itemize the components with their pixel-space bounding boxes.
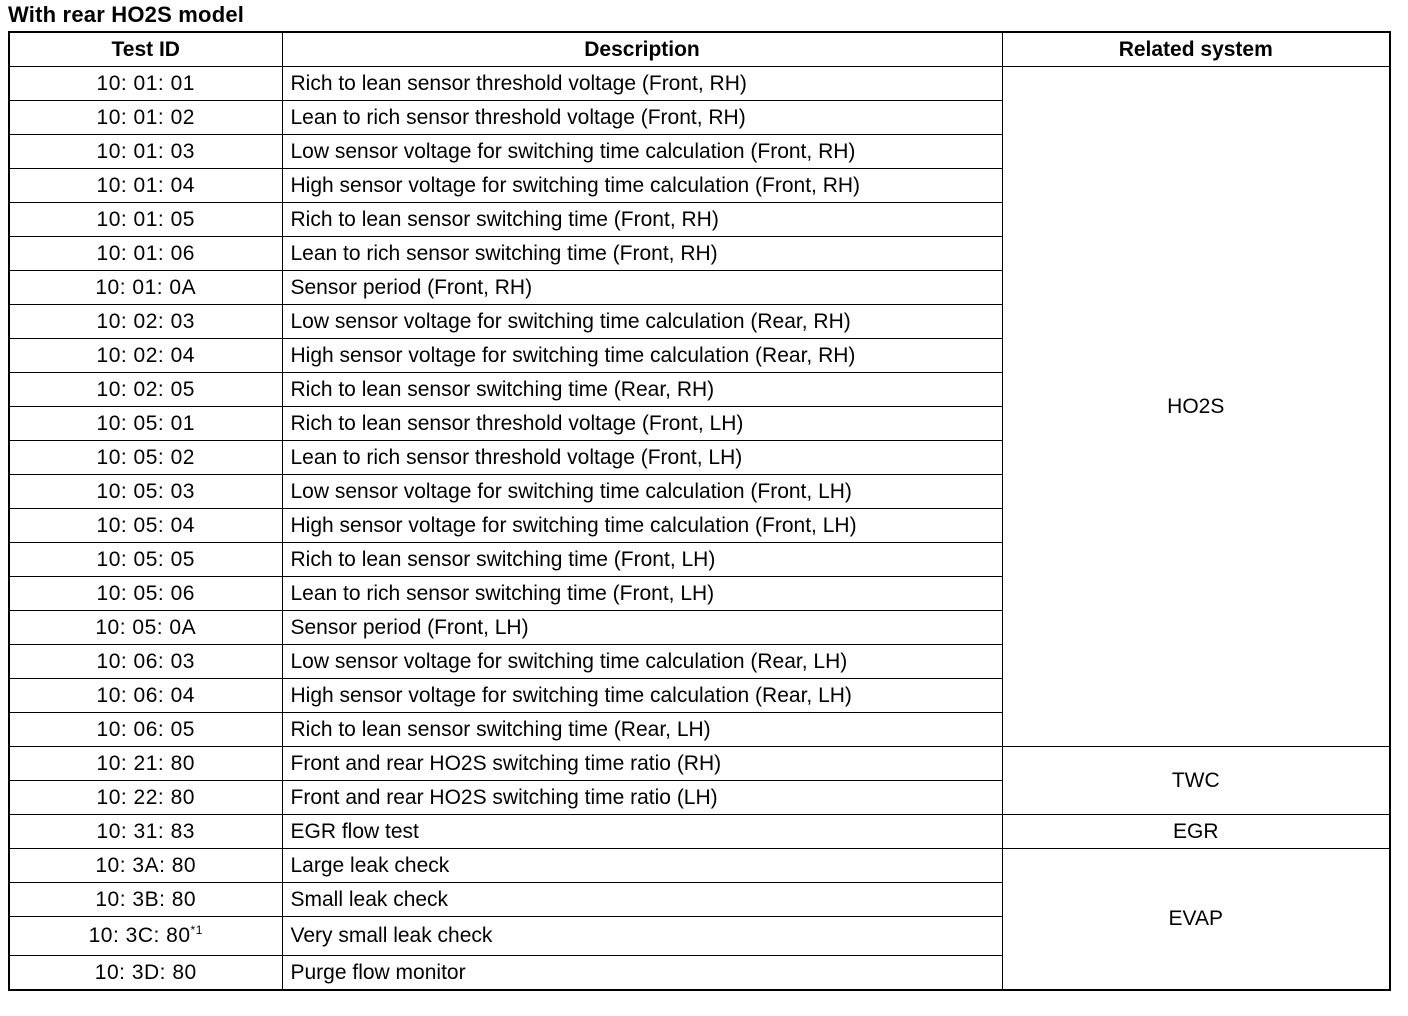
table-row [9, 815, 1390, 849]
description-cell: EGR flow test [282, 815, 1002, 849]
test-id-cell: 10: 01: 0A [9, 271, 282, 305]
related-system-ho2s: HO2S [1002, 67, 1390, 747]
description-cell: Rich to lean sensor threshold voltage (Front, LH) [282, 407, 1002, 441]
table-row [9, 849, 1390, 883]
test-id-cell: 10: 05: 01 [9, 407, 282, 441]
description-cell: Lean to rich sensor switching time (Front, LH) [282, 577, 1002, 611]
test-id-table [8, 31, 1391, 991]
description-cell: Low sensor voltage for switching time calculation (Front, LH) [282, 475, 1002, 509]
header-test-id: Test ID [9, 32, 282, 67]
description-cell: Very small leak check [282, 917, 1002, 956]
test-id-cell: 10: 01: 01 [9, 67, 282, 101]
test-id-cell: 10: 31: 83 [9, 815, 282, 849]
description-cell: High sensor voltage for switching time calculation (Front, RH) [282, 169, 1002, 203]
test-id-cell: 10: 02: 04 [9, 339, 282, 373]
test-id-cell: 10: 06: 05 [9, 713, 282, 747]
description-cell: Rich to lean sensor switching time (Rear, RH) [282, 373, 1002, 407]
description-cell: Sensor period (Front, RH) [282, 271, 1002, 305]
test-id-cell: 10: 01: 06 [9, 237, 282, 271]
description-cell: Low sensor voltage for switching time calculation (Front, RH) [282, 135, 1002, 169]
table-row [9, 67, 1390, 101]
test-id-cell: 10: 01: 03 [9, 135, 282, 169]
page-title: With rear HO2S model [8, 2, 245, 27]
description-cell: Front and rear HO2S switching time ratio (LH) [282, 781, 1002, 815]
description-cell: High sensor voltage for switching time calculation (Rear, LH) [282, 679, 1002, 713]
description-cell: Lean to rich sensor threshold voltage (Front, LH) [282, 441, 1002, 475]
related-system-twc: TWC [1002, 747, 1390, 815]
description-cell: Rich to lean sensor switching time (Front, LH) [282, 543, 1002, 577]
test-id-cell: 10: 01: 02 [9, 101, 282, 135]
test-id-cell: 10: 01: 04 [9, 169, 282, 203]
description-cell: Lean to rich sensor switching time (Front, RH) [282, 237, 1002, 271]
description-cell: High sensor voltage for switching time calculation (Rear, RH) [282, 339, 1002, 373]
test-id-cell: 10: 05: 06 [9, 577, 282, 611]
description-cell: Small leak check [282, 883, 1002, 917]
header-related-system: Related system [1002, 32, 1390, 67]
description-cell: Lean to rich sensor threshold voltage (Front, RH) [282, 101, 1002, 135]
description-cell: Low sensor voltage for switching time calculation (Rear, RH) [282, 305, 1002, 339]
test-id-cell: 10: 22: 80 [9, 781, 282, 815]
test-id-text: 10: 3C: 80 [88, 924, 191, 947]
description-cell: Purge flow monitor [282, 956, 1002, 991]
description-cell: Rich to lean sensor threshold voltage (Front, RH) [282, 67, 1002, 101]
description-cell: Rich to lean sensor switching time (Front, RH) [282, 203, 1002, 237]
footnote-marker: *1 [190, 923, 203, 937]
header-description: Description [282, 32, 1002, 67]
table-header-row [9, 32, 1390, 67]
test-id-cell: 10: 02: 03 [9, 305, 282, 339]
description-cell: High sensor voltage for switching time calculation (Front, LH) [282, 509, 1002, 543]
test-id-cell: 10: 05: 04 [9, 509, 282, 543]
test-id-cell: 10: 05: 0A [9, 611, 282, 645]
test-id-cell: 10: 06: 03 [9, 645, 282, 679]
test-id-cell: 10: 3D: 80 [9, 956, 282, 991]
test-id-cell: 10: 21: 80 [9, 747, 282, 781]
description-cell: Low sensor voltage for switching time calculation (Rear, LH) [282, 645, 1002, 679]
test-id-cell: 10: 3B: 80 [9, 883, 282, 917]
test-id-cell: 10: 06: 04 [9, 679, 282, 713]
test-id-cell: 10: 05: 02 [9, 441, 282, 475]
description-cell: Sensor period (Front, LH) [282, 611, 1002, 645]
table-row [9, 747, 1390, 781]
test-id-cell: 10: 05: 05 [9, 543, 282, 577]
description-cell: Rich to lean sensor switching time (Rear, LH) [282, 713, 1002, 747]
description-cell: Large leak check [282, 849, 1002, 883]
test-id-cell: 10: 3A: 80 [9, 849, 282, 883]
test-id-cell: 10: 05: 03 [9, 475, 282, 509]
test-id-cell: 10: 01: 05 [9, 203, 282, 237]
test-id-cell-with-note [9, 917, 282, 956]
related-system-egr: EGR [1002, 815, 1390, 849]
test-id-cell: 10: 02: 05 [9, 373, 282, 407]
related-system-evap: EVAP [1002, 849, 1390, 991]
description-cell: Front and rear HO2S switching time ratio (RH) [282, 747, 1002, 781]
